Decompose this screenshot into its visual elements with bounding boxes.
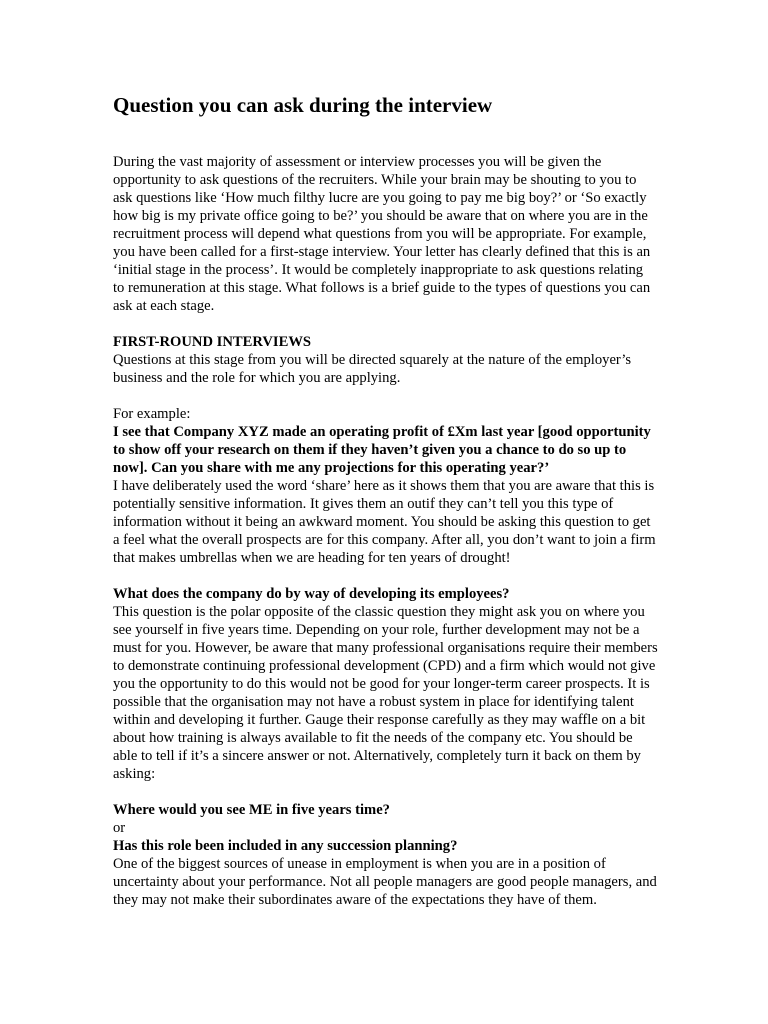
development-paragraph: This question is the polar opposite of the classic question they might ask you on where you see yourself in five years time. Depending on your role, further development may not be a must for you. However, be aware that many professional organisations require their members to demonstrate continuing professional development (CPD) and a firm which would not give you the opportunity to do this would not be good for your longer-term career prospects. It is possible that the organisation may not have a robust system in place for identifying talent within and developing it further. Gauge their response carefully as they may waffle on a bit about how training is always available to fit the needs of the company etc. You should be able to tell if it’s a sincere answer or not. Alternatively, completely turn it back on them by asking: [113, 604, 658, 782]
first-round-heading: FIRST-ROUND INTERVIEWS [113, 334, 312, 350]
example-question: I see that Company XYZ made an operating profit of £Xm last year [good opportunity to show off your research on them if they haven’t given you a chance to do so up to now]. Can you share with me any projections for this operating year?’ [113, 424, 651, 476]
first-round-paragraph: Questions at this stage from you will be directed squarely at the nature of the employer’s business and the role for which you are applying. [113, 352, 632, 386]
document-page [113, 92, 658, 909]
example-label: For example: [113, 406, 191, 422]
example-paragraph: I have deliberately used the word ‘share’ here as it shows them that you are aware that this is potentially sensitive information. It gives them an outif they can’t tell you this type of information without it being an awkward moment. You should be asking this question to get a feel what the overall prospects are for this company. After all, you don’t want to join a firm that makes umbrellas when we are heading for ten years of drought! [113, 478, 656, 566]
or-text: or [113, 820, 126, 836]
uncertainty-paragraph: One of the biggest sources of unease in employment is when you are in a position of uncertainty about your performance. Not all people managers are good people managers, and they may not make their subordinates aware of the expectations they have of them. [113, 856, 657, 908]
succession-question: Has this role been included in any succession planning? [113, 838, 458, 854]
page-title: Question you can ask during the interview [113, 93, 493, 117]
five-years-question: Where would you see ME in five years time? [113, 802, 390, 818]
development-question: What does the company do by way of developing its employees? [113, 586, 510, 602]
intro-paragraph: During the vast majority of assessment or interview processes you will be given the opportunity to ask questions of the recruiters. While your brain may be shouting to you to ask questions like ‘How much filthy lucre are you going to pay me big boy?’ or ‘So exactly how big is my private office going to be?’ you should be aware that on where you are in the recruitment process will depend what questions from you will be appropriate. For example, you have been called for a first-stage interview. Your letter has clearly defined that this is an ‘initial stage in the process’. It would be completely inappropriate to ask questions relating to remuneration at this stage. What follows is a brief guide to the types of questions you can ask at each stage. [113, 154, 651, 314]
